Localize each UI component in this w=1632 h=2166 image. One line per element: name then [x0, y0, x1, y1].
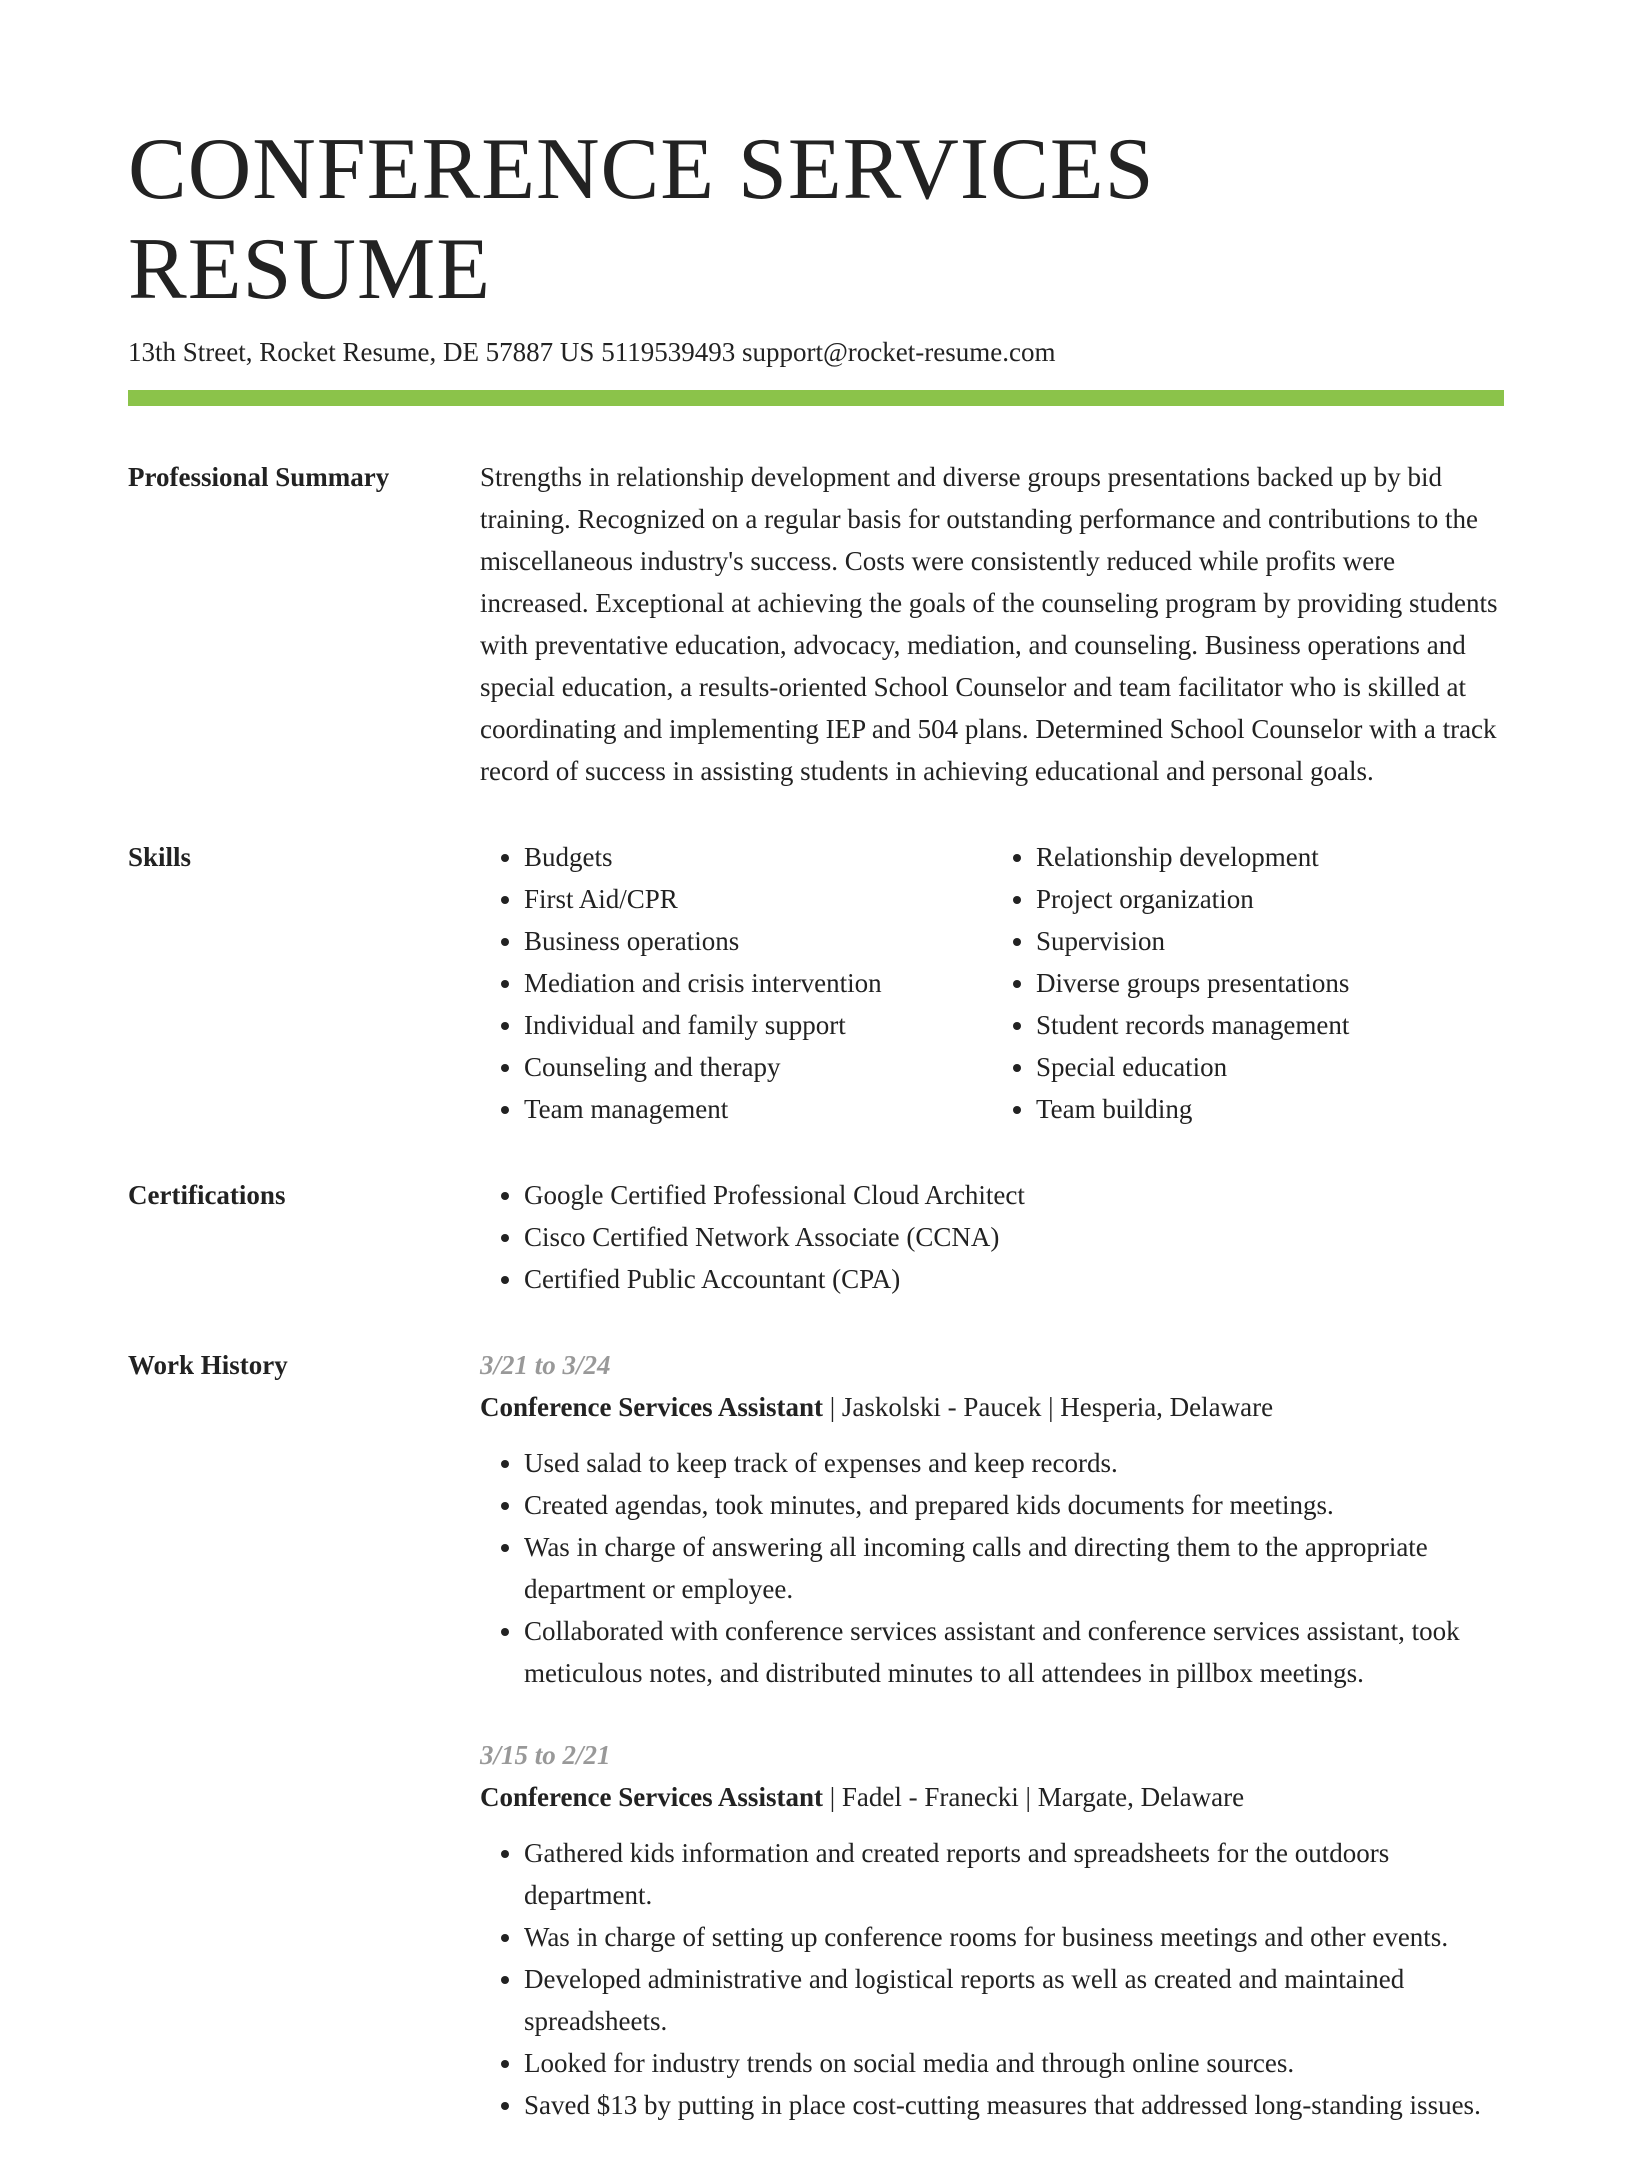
skill-item: • Project organization: [1036, 878, 1504, 920]
certifications-list: [480, 1174, 1504, 1300]
skill-item: • Counseling and therapy: [524, 1046, 992, 1088]
skill-item: • Student records management: [1036, 1004, 1504, 1046]
skill-item: • Team building: [1036, 1088, 1504, 1130]
skill-item: • Team management: [524, 1088, 992, 1130]
job-title: Conference Services Assistant: [480, 1392, 823, 1422]
job-employer-location: | Fadel - Franecki | Margate, Delaware: [822, 1782, 1245, 1812]
job-duty-item: • Developed administrative and logistical reports as well as created and maintained spreadsheets.: [524, 1958, 1504, 2042]
summary-section: [128, 456, 1504, 792]
job-duty-item: • Was in charge of answering all incoming calls and directing them to the appropriate department or employee.: [524, 1526, 1504, 1610]
job-entry: [480, 1344, 1504, 1694]
header-divider: [128, 390, 1504, 406]
skill-item: • Relationship development: [1036, 836, 1504, 878]
job-entry: [480, 1734, 1504, 2126]
job-duty-item: • Used salad to keep track of expenses and keep records.: [524, 1442, 1504, 1484]
skill-item: • Special education: [1036, 1046, 1504, 1088]
summary-label: Professional Summary: [128, 462, 390, 492]
certification-item: • Certified Public Accountant (CPA): [524, 1258, 1504, 1300]
job-duty-item: • Saved $13 by putting in place cost-cutting measures that addressed long-standing issues.: [524, 2084, 1504, 2126]
resume-title: CONFERENCE SERVICES RESUME: [128, 121, 1155, 318]
certification-item: • Cisco Certified Network Associate (CCNA): [524, 1216, 1504, 1258]
resume-page: [128, 120, 1504, 2166]
job-duty-item: • Looked for industry trends on social media and through online sources.: [524, 2042, 1504, 2084]
skill-item: • Business operations: [524, 920, 992, 962]
job-duty-item: • Was in charge of setting up conference rooms for business meetings and other events.: [524, 1916, 1504, 1958]
skill-item: • Diverse groups presentations: [1036, 962, 1504, 1004]
contact-line: 13th Street, Rocket Resume, DE 57887 US 5119539493 support@rocket-resume.com: [128, 337, 1056, 367]
skill-item: • First Aid/CPR: [524, 878, 992, 920]
job-duties-list: [480, 1832, 1504, 2126]
summary-text: Strengths in relationship development and diverse groups presentations backed up by bid training. Recognized on a regular basis for outstanding performance and contributions to the miscellaneous industry's success. Costs were consistently reduced while profits were increased. Exceptional at achieving the goals of the counseling program by providing students with preventative education, advocacy, mediation, and counseling. Business operations and special education, a results-oriented School Counselor and team facilitator who is skilled at coordinating and implementing IEP and 504 plans. Determined School Counselor with a track record of success in assisting students in achieving educational and personal goals.: [480, 462, 1498, 786]
certification-item: • Google Certified Professional Cloud Architect: [524, 1174, 1504, 1216]
skills-label: Skills: [128, 842, 192, 872]
job-heading: [480, 1386, 1504, 1428]
skill-item: • Budgets: [524, 836, 992, 878]
job-duty-item: • Gathered kids information and created reports and spreadsheets for the outdoors department.: [524, 1832, 1504, 1916]
skill-item: • Supervision: [1036, 920, 1504, 962]
certifications-section: [128, 1174, 1504, 1300]
skills-list-right: [992, 836, 1504, 1130]
job-heading: [480, 1776, 1504, 1818]
work-history-label: Work History: [128, 1350, 288, 1380]
job-dates: 3/21 to 3/24: [480, 1350, 611, 1380]
job-duty-item: • Collaborated with conference services assistant and conference services assistant, took meticulous notes, and distributed minutes to all attendees in pillbox meetings.: [524, 1610, 1504, 1694]
skill-item: • Individual and family support: [524, 1004, 992, 1046]
job-duties-list: [480, 1442, 1504, 1694]
certifications-label: Certifications: [128, 1180, 286, 1210]
work-history-section: [128, 1344, 1504, 2166]
job-title: Conference Services Assistant: [480, 1782, 823, 1812]
job-dates: 3/15 to 2/21: [480, 1740, 611, 1770]
skills-section: [128, 836, 1504, 1130]
job-duty-item: • Created agendas, took minutes, and prepared kids documents for meetings.: [524, 1484, 1504, 1526]
skills-list-left: [480, 836, 992, 1130]
skill-item: • Mediation and crisis intervention: [524, 962, 992, 1004]
job-employer-location: | Jaskolski - Paucek | Hesperia, Delaware: [822, 1392, 1274, 1422]
